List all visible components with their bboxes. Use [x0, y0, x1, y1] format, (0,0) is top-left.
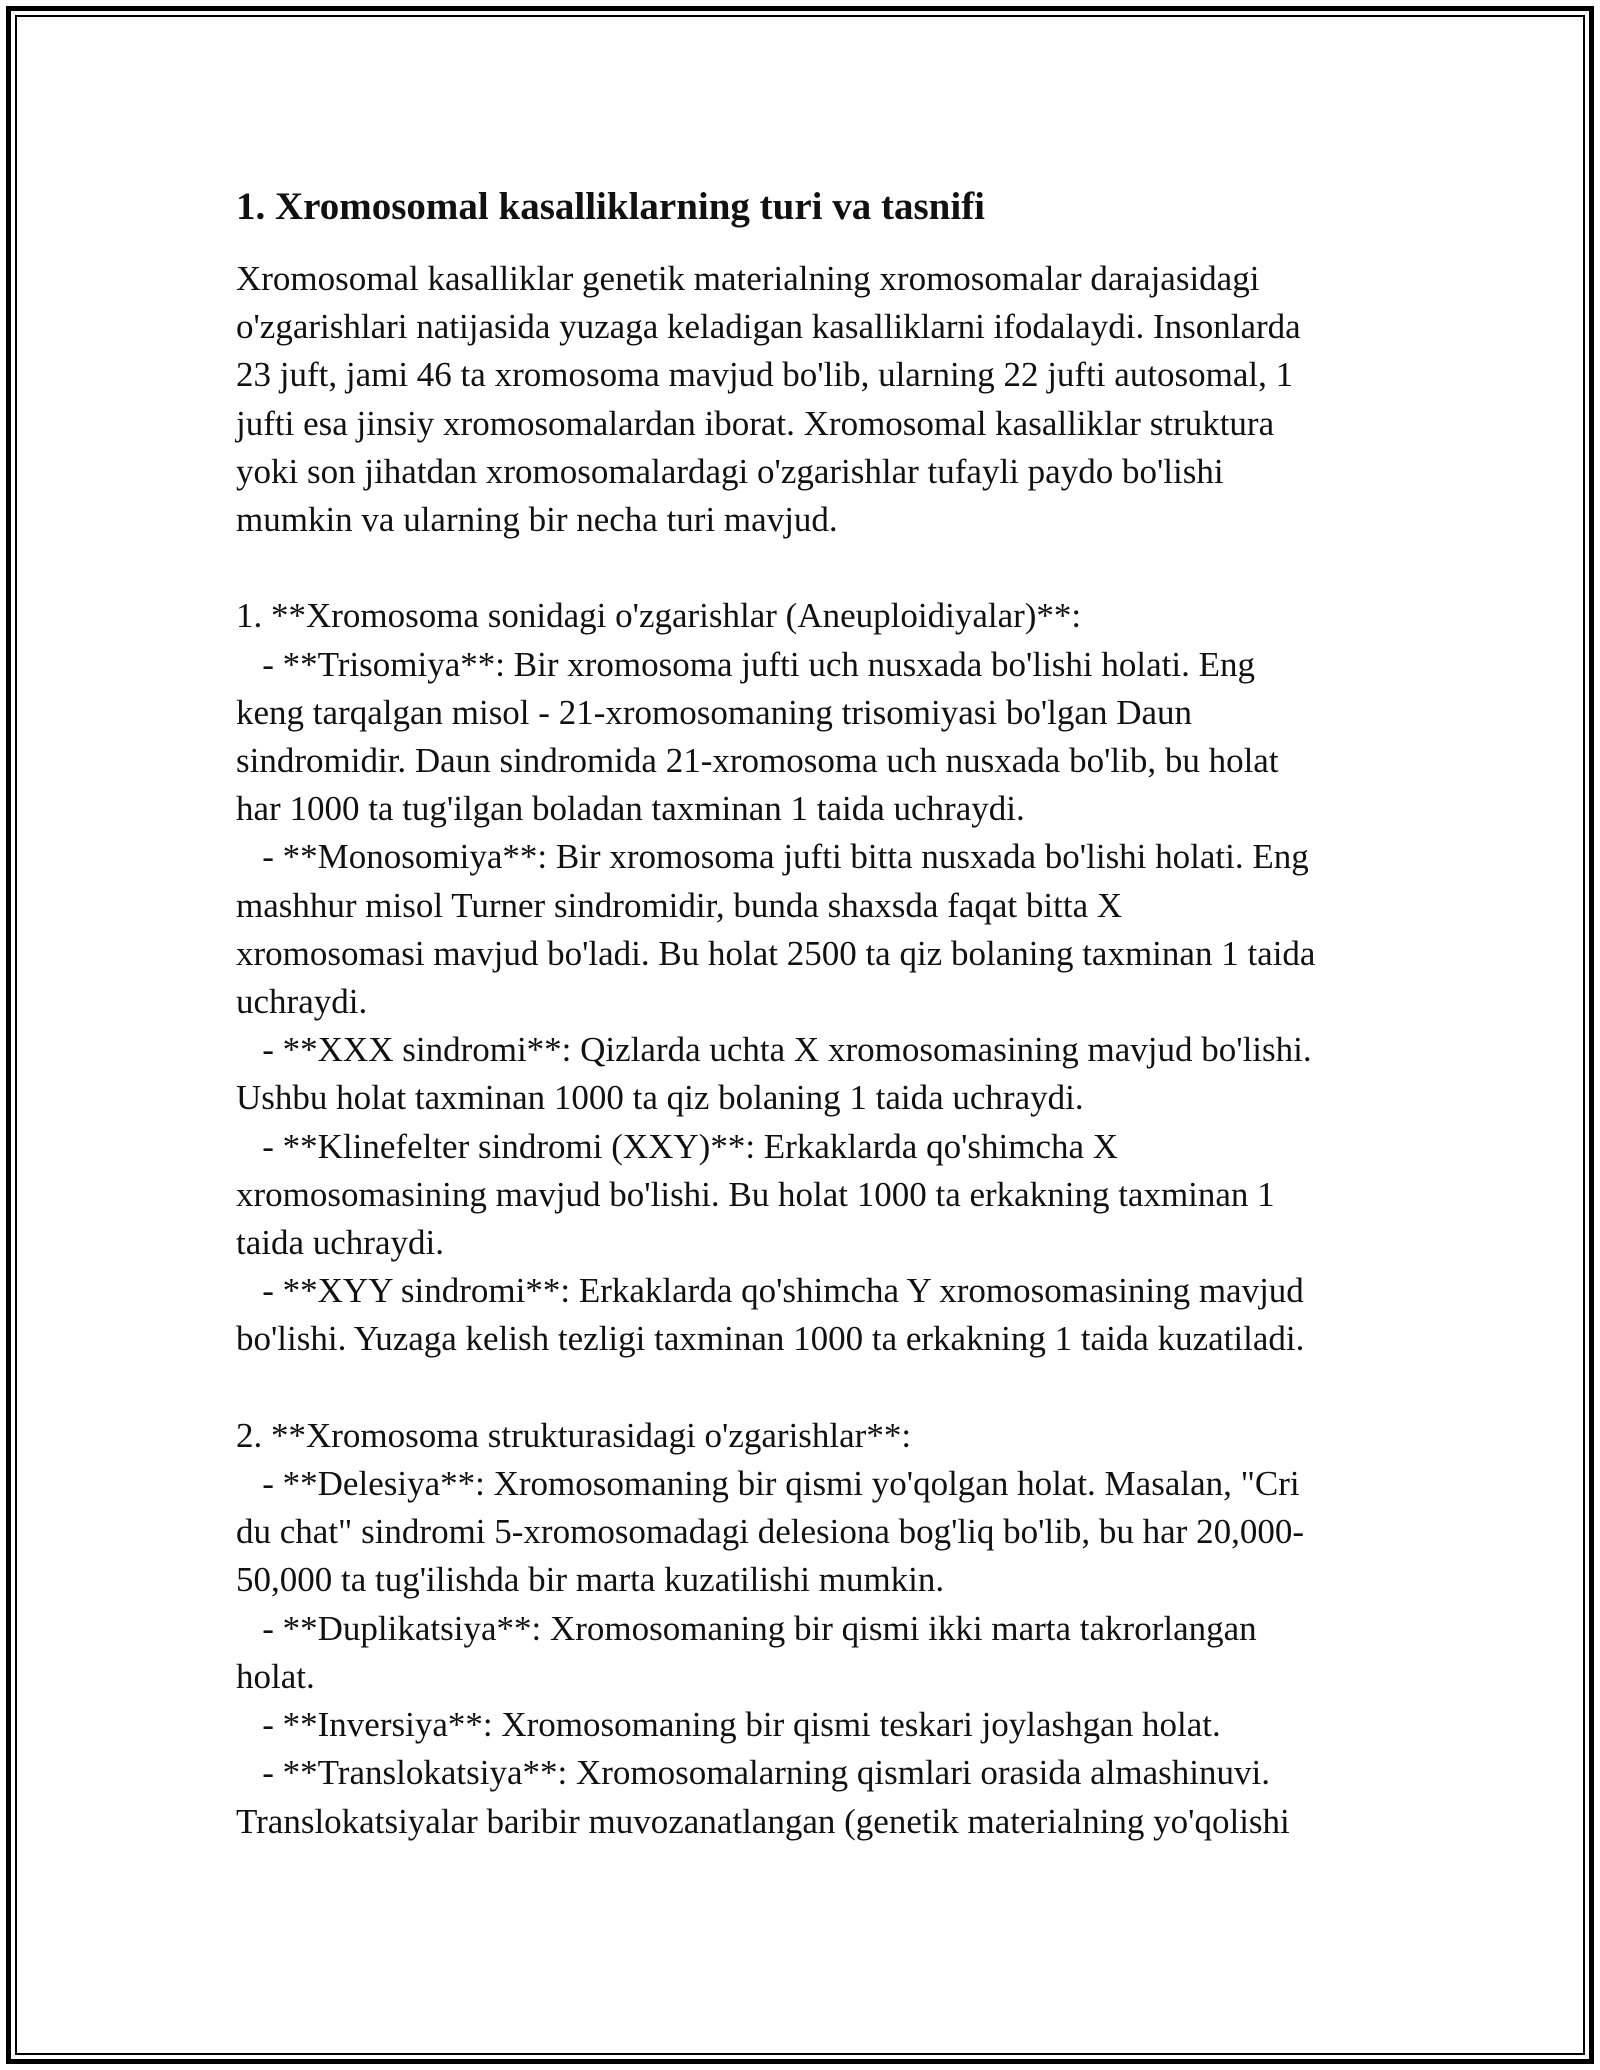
document-body-text: Xromosomal kasalliklar genetik materialning xromosomalar darajasidagi o'zgarishlari natijasida yuzaga keladigan kasalliklarni ifodalaydi. Insonlarda 23 juft, jami 46 ta xromosoma mavjud bo'lib, ularning 22 jufti autosomal, 1 jufti esa jinsiy xromosomalardan iborat. Xromosomal kasalliklar struktura yoki son jihatdan xromosomalardagi o'zgarishlar tufayli paydo bo'lishi mumkin va ularning bir necha turi mavjud. 1. **Xromosoma sonidagi o'zgarishlar (Aneuploidiyalar)**: - **Trisomiya**: Bir xromosoma jufti uch nusxada bo'lishi holati. Eng keng tarqalgan misol - 21-xromosomaning trisomiyasi bo'lgan Daun sindromidir. Daun sindromida 21-xromosoma uch nusxada bo'lib, bu holat har 1000 ta tug'ilgan boladan taxminan 1 taida uchraydi. - **Monosomiya**: Bir xromosoma jufti bitta nusxada bo'lishi holati. Eng mashhur misol Turner sindromidir, bunda shaxsda faqat bitta X xromosomasi mavjud bo'ladi. Bu holat 2500 ta qiz bolaning taxminan 1 taida uchraydi. - **XXX sindromi**: Qizlarda uchta X xromosomasining mavjud bo'lishi. Ushbu holat taxminan 1000 ta qiz bolaning 1 taida uchraydi. - **Klinefelter sindromi (XXY)**: Erkaklarda qo'shimcha X xromosomasining mavjud bo'lishi. Bu holat 1000 ta erkakning taxminan 1 taida uchraydi. - **XYY sindromi**: Erkaklarda qo'shimcha Y xromosomasining mavjud bo'lishi. Yuzaga kelish tezligi taxminan 1000 ta erkakning 1 taida kuzatiladi. 2. **Xromosoma strukturasidagi o'zgarishlar**: - **Delesiya**: Xromosomaning bir qismi yo'qolgan holat. Masalan, "Cri du chat" sindromi 5-xromosomadagi delesiona bog'liq bo'lib, bu har 20,000- 50,000 ta tug'ilishda bir marta kuzatilishi mumkin. - **Duplikatsiya**: Xromosomaning bir qismi ikki marta takrorlangan holat. - **Inversiya**: Xromosomaning bir qismi teskari joylashgan holat. - **Translokatsiya**: Xromosomalarning qismlari orasida almashinuvi. Translokatsiyalar baribir muvozanatlangan (genetik materialning yo'qolishi	[236, 259, 1316, 1841]
document-title: 1. Xromosomal kasalliklarning turi va tasnifi	[236, 185, 986, 228]
document-content	[236, 183, 1386, 1846]
